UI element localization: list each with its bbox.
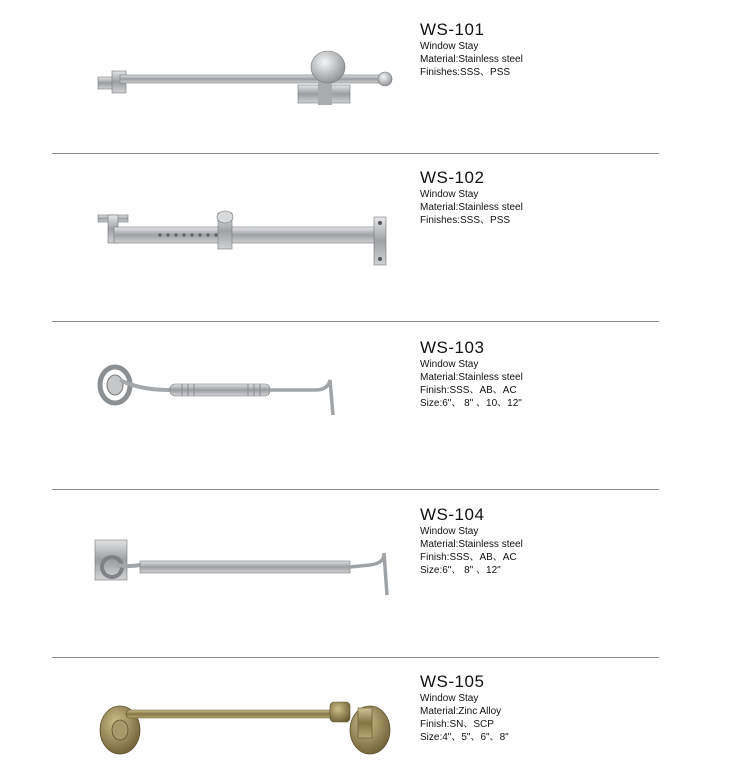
ws-103-product-image <box>90 360 400 425</box>
product-material: Material:Stainless steel <box>420 54 523 65</box>
product-finish: Finish:SN、SCP <box>420 719 494 730</box>
product-size: Size:6"、 8" 、10、12" <box>420 398 522 409</box>
product-material: Material:Zinc Alloy <box>420 706 502 717</box>
product-code: WS-104 <box>420 505 485 524</box>
product-code: WS-105 <box>420 672 485 691</box>
ws-102-product-image <box>90 205 400 270</box>
product-finish: Finishes:SSS、PSS <box>420 67 511 78</box>
ws-103-info <box>420 338 523 410</box>
cabin-hook-ws105-icon <box>90 700 400 770</box>
ws-105-info <box>420 672 509 744</box>
product-code: WS-101 <box>420 20 485 39</box>
window-stay-ws101-icon <box>90 45 400 115</box>
product-name: Window Stay <box>420 41 479 52</box>
ws-102-info <box>420 168 523 227</box>
product-material: Material:Stainless steel <box>420 539 523 550</box>
product-finish: Finishes:SSS、PSS <box>420 215 511 226</box>
product-code: WS-103 <box>420 338 485 357</box>
section-divider <box>52 321 659 322</box>
product-name: Window Stay <box>420 693 479 704</box>
ws-101-product-image <box>90 45 400 115</box>
product-material: Material:Stainless steel <box>420 202 523 213</box>
product-size: Size:4"、5"、6"、8" <box>420 732 509 743</box>
product-finish: Finish:SSS、AB、AC <box>420 552 517 563</box>
section-divider <box>52 657 659 658</box>
ws-104-product-image <box>90 535 400 605</box>
ws-101-info <box>420 20 523 79</box>
product-finish: Finish:SSS、AB、AC <box>420 385 517 396</box>
section-divider <box>52 489 659 490</box>
product-code: WS-102 <box>420 168 485 187</box>
ws-105-product-image <box>90 700 400 770</box>
product-name: Window Stay <box>420 526 479 537</box>
product-name: Window Stay <box>420 359 479 370</box>
cabin-hook-ws103-icon <box>90 360 400 425</box>
product-name: Window Stay <box>420 189 479 200</box>
cabin-hook-ws104-icon <box>90 535 400 605</box>
product-size: Size:6"、 8" 、12" <box>420 565 501 576</box>
product-material: Material:Stainless steel <box>420 372 523 383</box>
window-stay-ws102-icon <box>90 205 400 270</box>
ws-104-info <box>420 505 523 577</box>
section-divider <box>52 153 659 154</box>
